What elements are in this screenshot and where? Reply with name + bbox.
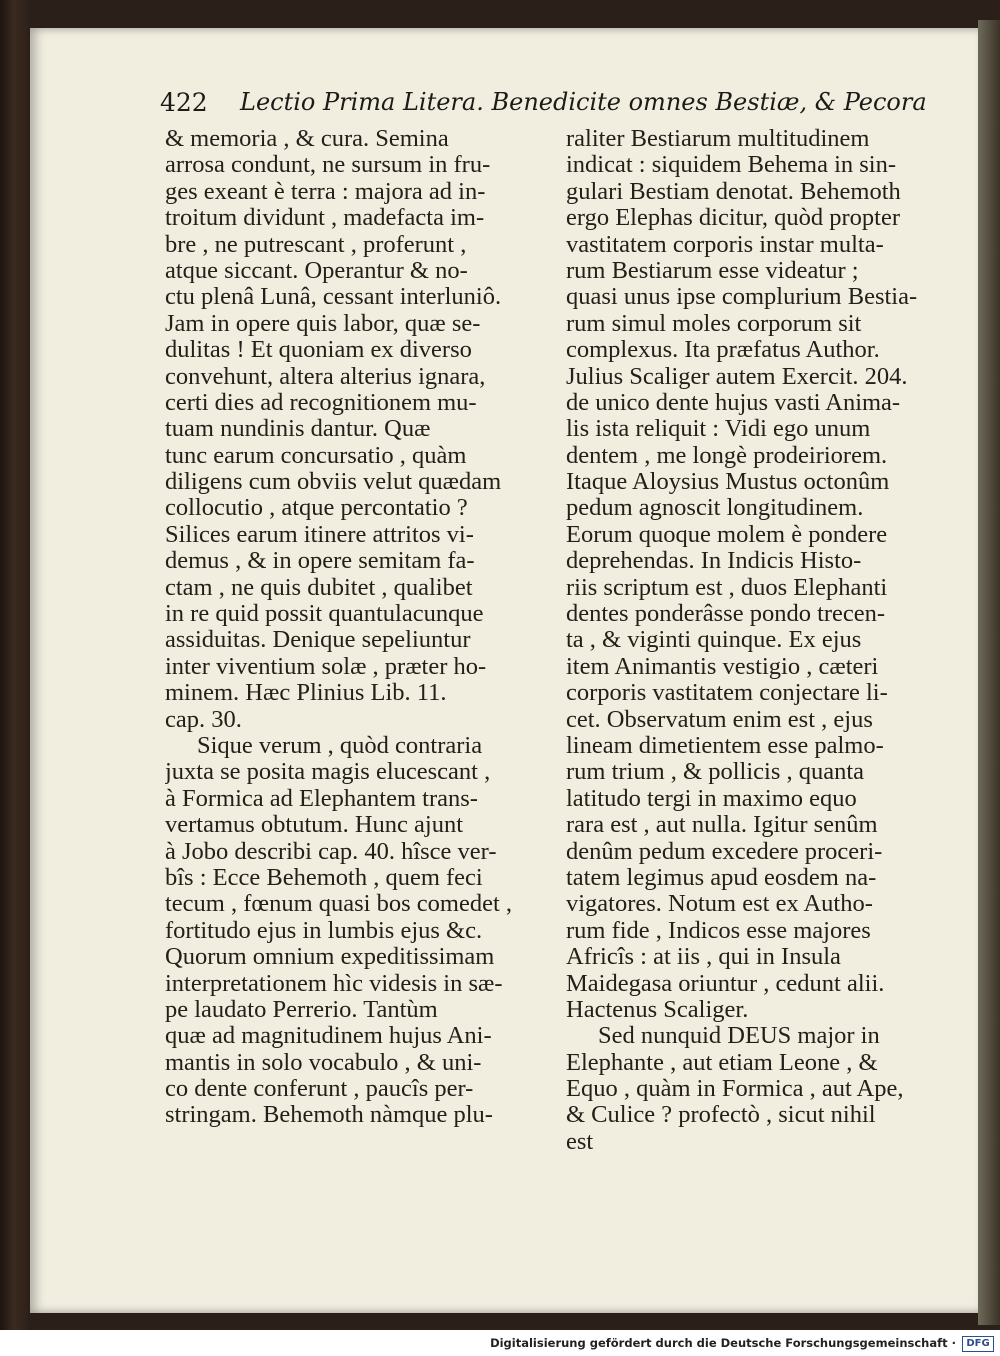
dfg-logo: DFG (962, 1336, 994, 1352)
text-line: ergo Elephas dicitur, quòd propter (566, 205, 900, 232)
text-line: vastitatem corporis instar multa- (566, 231, 884, 258)
text-line: Jam in opere quis labor, quæ se- (165, 310, 481, 337)
text-line: dentes ponderâsse pondo trecen- (566, 601, 886, 628)
text-line: Quorum omnium expeditissimam (165, 944, 495, 971)
page-edge (978, 20, 1000, 1325)
text-line: Maidegasa oriuntur , cedunt alii. (566, 970, 885, 997)
text-line: est (566, 1128, 594, 1155)
text-line: quæ ad magnitudinem hujus Ani- (165, 1023, 492, 1050)
text-line: pe laudato Perrerio. Tantùm (165, 996, 438, 1023)
right-text-column (566, 126, 946, 1155)
text-line: stringam. Behemoth nàmque plu- (165, 1102, 493, 1129)
text-line: inter viventium solæ , præter ho- (165, 653, 487, 680)
text-line: fortitudo ejus in lumbis ejus &c. (165, 917, 483, 944)
text-line: minem. Hæc Plinius Lib. 11. (165, 680, 447, 707)
text-line: Africîs : at iis , qui in Insula (566, 944, 841, 971)
text-line: ctu plenâ Lunâ, cessant interluniô. (165, 284, 502, 311)
text-line: in re quid possit quantulacunque (165, 601, 484, 628)
text-line: tatem legimus apud eosdem na- (566, 864, 877, 891)
text-line: ta , & viginti quinque. Ex ejus (566, 627, 862, 654)
text-line: Silices earum itinere attritos vi- (165, 521, 474, 548)
text-line: corporis vastitatem conjectare li- (566, 680, 888, 707)
text-line: mantis in solo vocabulo , & uni- (165, 1049, 482, 1076)
text-line: juxta se posita magis elucescant , (165, 759, 491, 786)
text-line: indicat : siquidem Behema in sin- (566, 152, 897, 179)
text-line: Julius Scaliger autem Exercit. 204. (566, 363, 908, 390)
text-line: Hactenus Scaliger. (566, 996, 749, 1023)
text-line: bre , ne putrescant , proferunt , (165, 231, 467, 258)
text-line: complexus. Ita præfatus Author. (566, 337, 880, 364)
text-line: interpretationem hìc videsis in sæ- (165, 970, 503, 997)
text-line: denûm pedum excedere proceri- (566, 838, 883, 865)
text-line: cet. Observatum enim est , ejus (566, 706, 873, 733)
text-line: rum Bestiarum esse videatur ; (566, 257, 859, 284)
text-line: dentem , me longè prodeiriorem. (566, 442, 888, 469)
text-line: gulari Bestiam denotat. Behemoth (566, 178, 901, 205)
text-line: demus , & in opere semitam fa- (165, 548, 475, 575)
running-title: Lectio Prima Litera. Benedicite omnes Bestiæ, & Pecora (240, 88, 927, 116)
text-line: deprehendas. In Indicis Histo- (566, 548, 862, 575)
text-line: convehunt, altera alterius ignara, (165, 363, 486, 390)
page-header (160, 88, 927, 124)
funding-notice: Digitalisierung gefördert durch die Deutsche Forschungsgemeinschaft · (490, 1336, 956, 1350)
left-text-column (165, 126, 553, 1129)
text-line: à Jobo describi cap. 40. hîsce ver- (165, 838, 497, 865)
text-line: Equo , quàm in Formica , aut Ape, (566, 1076, 904, 1103)
text-line: certi dies ad recognitionem mu- (165, 389, 477, 416)
text-line: Itaque Aloysius Mustus octonûm (566, 469, 890, 496)
text-line: troitum dividunt , madefacta im- (165, 205, 485, 232)
text-line: rum trium , & pollicis , quanta (566, 759, 865, 786)
text-line: tunc earum concursatio , quàm (165, 442, 467, 469)
text-line: lineam dimetientem esse palmo- (566, 732, 884, 759)
text-line: assiduitas. Denique sepeliuntur (165, 627, 471, 654)
text-line: vertamus obtutum. Hunc ajunt (165, 812, 464, 839)
text-line: co dente conferunt , paucîs per- (165, 1076, 474, 1103)
text-line: Elephante , aut etiam Leone , & (566, 1049, 878, 1076)
text-line: à Formica ad Elephantem trans- (165, 785, 478, 812)
text-line: tuam nundinis dantur. Quæ (165, 416, 431, 443)
text-line: Eorum quoque molem è pondere (566, 521, 888, 548)
text-line: riis scriptum est , duos Elephanti (566, 574, 888, 601)
text-line: & Culice ? profectò , sicut nihil (566, 1102, 876, 1129)
text-line: tecum , fœnum quasi bos comedet , (165, 891, 513, 918)
text-line: quasi unus ipse complurium Bestia- (566, 284, 918, 311)
text-line: de unico dente hujus vasti Anima- (566, 389, 901, 416)
text-line: collocutio , atque percontatio ? (165, 495, 468, 522)
text-line: item Animantis vestigio , cæteri (566, 653, 879, 680)
text-line: vigatores. Notum est ex Autho- (566, 891, 873, 918)
text-line: rum simul moles corporum sit (566, 310, 862, 337)
text-line: diligens cum obviis velut quædam (165, 469, 502, 496)
text-line: Sique verum , quòd contraria (197, 732, 483, 759)
text-line: rum fide , Indicos esse majores (566, 917, 871, 944)
text-line: raliter Bestiarum multitudinem (566, 126, 870, 152)
text-line: cap. 30. (165, 706, 242, 733)
text-line: Sed nunquid DEUS major in (598, 1023, 880, 1050)
text-line: lis ista reliquit : Vidi ego unum (566, 416, 871, 443)
text-line: pedum agnoscit longitudinem. (566, 495, 864, 522)
text-line: bîs : Ecce Behemoth , quem feci (165, 864, 483, 891)
text-line: arrosa condunt, ne sursum in fru- (165, 152, 491, 179)
page-number: 422 (160, 88, 208, 117)
text-line: latitudo tergi in maximo equo (566, 785, 857, 812)
text-line: ctam , ne quis dubitet , qualibet (165, 574, 473, 601)
text-line: atque siccant. Operantur & no- (165, 257, 468, 284)
text-line: & memoria , & cura. Semina (165, 126, 449, 152)
text-line: ges exeant è terra : majora ad in- (165, 178, 486, 205)
text-line: dulitas ! Et quoniam ex diverso (165, 337, 472, 364)
text-line: rara est , aut nulla. Igitur senûm (566, 812, 878, 839)
